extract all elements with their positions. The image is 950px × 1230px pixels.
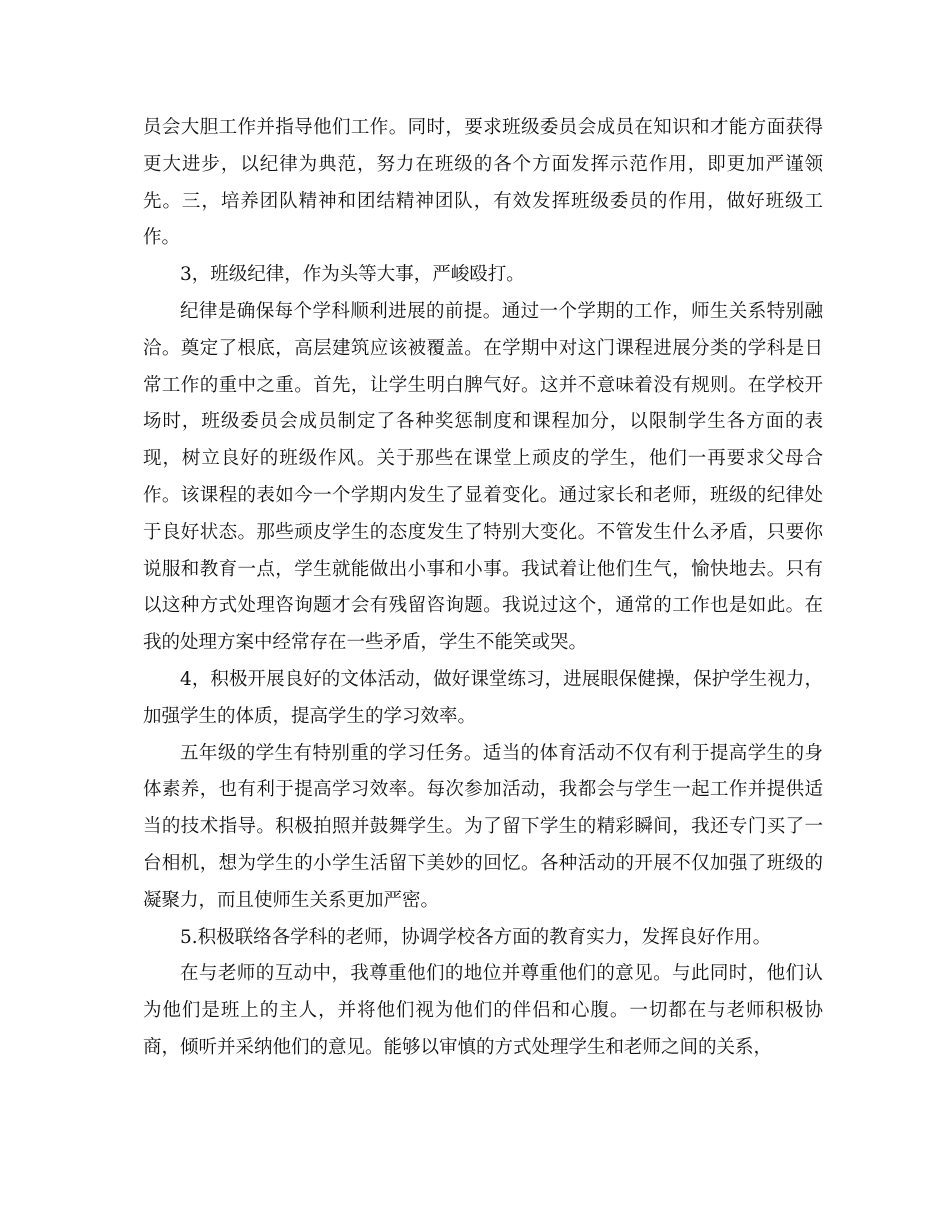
paragraph-6-heading-teachers: 5.积极联络各学科的老师，协调学校各方面的教育实力，发挥良好作用。	[180, 926, 772, 948]
paragraph-4-heading-activities: 4，积极开展良好的文体活动，做好课堂练习，进展眼保健操，保护学生视力，加强学生的体质，提高学生的学习效率。	[143, 668, 823, 727]
paragraph-1: 员会大胆工作并指导他们工作。同时，要求班级委员会成员在知识和才能方面获得更大进步，以纪律为典范，努力在班级的各个方面发挥示范作用，即更加严谨领先。三，培养团队精神和团结精神团队，有效发挥班级委员的作用，做好班级工作。	[143, 117, 823, 249]
paragraph-2-heading-discipline: 3，班级纪律，作为头等大事，严峻殴打。	[180, 264, 525, 286]
paragraph-7: 在与老师的互动中，我尊重他们的地位并尊重他们的意见。与此同时，他们认为他们是班上的主人，并将他们视为他们的伴侣和心腹。一切都在与老师积极协商，倾听并采纳他们的意见。能够以审慎的方式处理学生和老师之间的关系，	[143, 963, 823, 1058]
document-body	[143, 110, 823, 1067]
paragraph-3: 纪律是确保每个学科顺利进展的前提。通过一个学期的工作，师生关系特别融洽。奠定了根底，高层建筑应该被覆盖。在学期中对这门课程进展分类的学科是日常工作的重中之重。首先，让学生明白脾气好。这并不意味着没有规则。在学校开场时，班级委员会成员制定了各种奖惩制度和课程加分，以限制学生各方面的表现，树立良好的班级作风。关于那些在课堂上顽皮的学生，他们一再要求父母合作。该课程的表如今一个学期内发生了显着变化。通过家长和老师，班级的纪律处于良好状态。那些顽皮学生的态度发生了特别大变化。不管发生什么矛盾，只要你说服和教育一点，学生就能做出小事和小事。我试着让他们生气，愉快地去。只有以这种方式处理咨询题才会有残留咨询题。我说过这个，通常的工作也是如此。在我的处理方案中经常存在一些矛盾，学生不能笑或哭。	[143, 300, 823, 654]
paragraph-5: 五年级的学生有特别重的学习任务。适当的体育活动不仅有利于提高学生的身体素养，也有利于提高学习效率。每次参加活动，我都会与学生一起工作并提供适当的技术指导。积极拍照并鼓舞学生。为了留下学生的精彩瞬间，我还专门买了一台相机，想为学生的小学生活留下美妙的回忆。各种活动的开展不仅加强了班级的凝聚力，而且使师生关系更加严密。	[143, 742, 823, 911]
